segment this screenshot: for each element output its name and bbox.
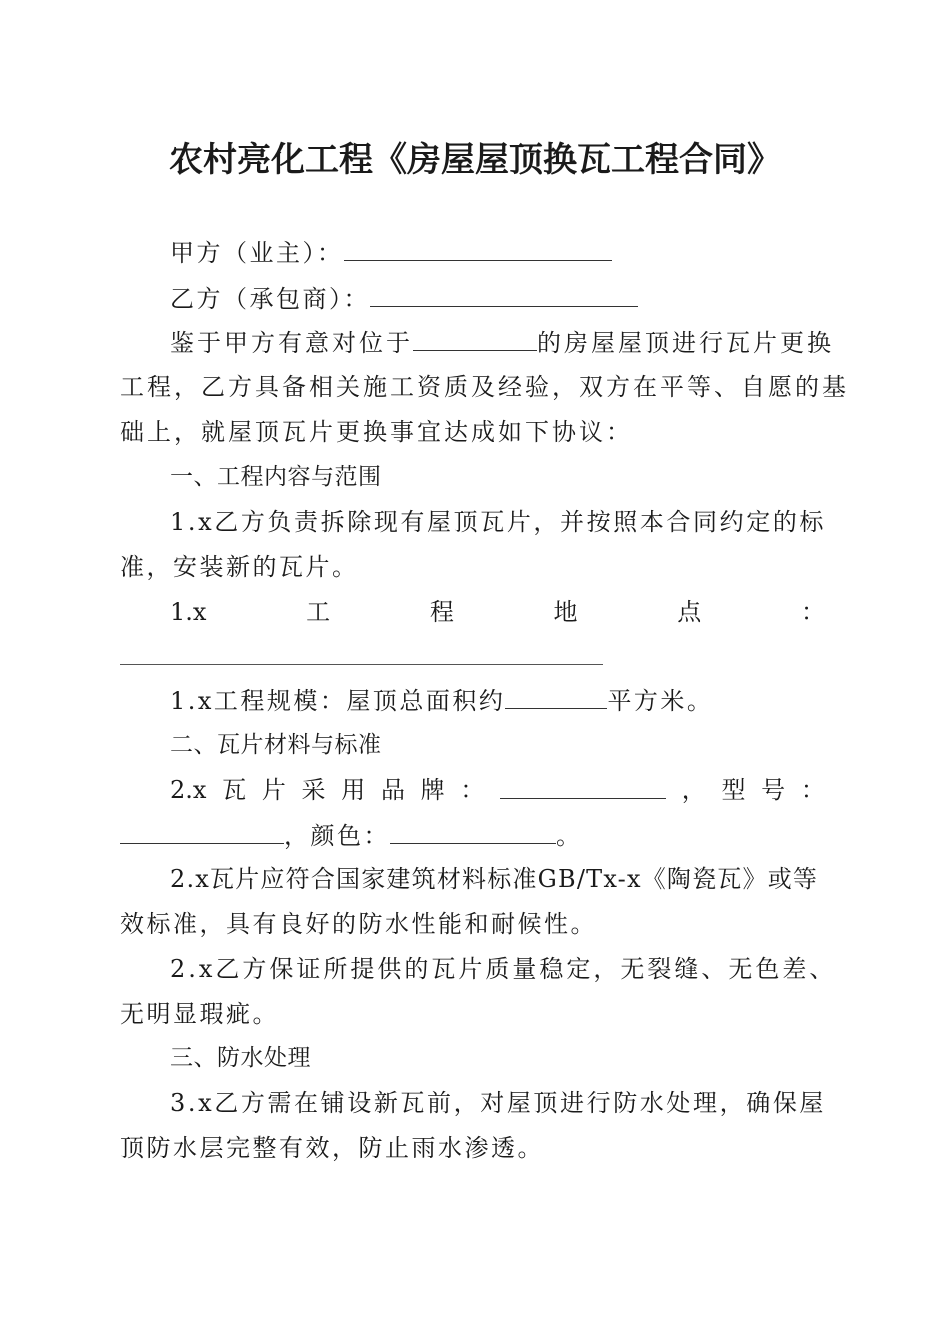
- justified-char: 地: [553, 598, 578, 626]
- period: 。: [556, 822, 583, 850]
- party-a-blank: [344, 234, 612, 261]
- section-2-item-2-line-2: 效标准，具有良好的防水性能和耐候性。: [120, 910, 597, 938]
- brand-blank: [500, 772, 666, 799]
- section-1-item-1-line-2: 准，安装新的瓦片。: [120, 553, 359, 581]
- justified-char: 品: [380, 776, 405, 804]
- section-2-heading: 二、瓦片材料与标准: [170, 732, 382, 758]
- party-a-line: [170, 234, 825, 271]
- preamble-text-a: 鉴于甲方有意对位于: [170, 329, 413, 357]
- section-1-heading: 一、工程内容与范围: [170, 464, 382, 490]
- preamble-text-b: 的房屋屋顶进行瓦片更换: [537, 329, 834, 357]
- justified-char: ：: [460, 776, 485, 804]
- section-2-item-1-line-2: [120, 817, 825, 854]
- section-2-item-1-line-1: [170, 772, 825, 808]
- item-number: 1.x: [170, 598, 207, 626]
- justified-char: 程: [429, 598, 454, 626]
- justified-char: ：: [800, 776, 825, 804]
- section-1-item-3-line: [170, 682, 825, 719]
- party-b-line: [170, 280, 825, 317]
- justified-char: 用: [341, 776, 366, 804]
- location-blank: [413, 324, 537, 351]
- preamble-line-1: [170, 324, 834, 361]
- justified-char: 点: [677, 598, 702, 626]
- area-blank: [505, 682, 607, 709]
- justified-char: 号: [761, 776, 786, 804]
- section-2-item-3-line-1: 2.x乙方保证所提供的瓦片质量稳定，无裂缝、无色差、: [170, 955, 837, 983]
- item-number: 2.x: [170, 776, 207, 804]
- section-2-item-2-line-1: 2.x瓦片应符合国家建筑材料标准GB/Tx-x《陶瓷瓦》或等: [170, 865, 819, 893]
- comma: ，: [681, 776, 706, 804]
- party-b-label: 乙方（承包商）：: [170, 285, 370, 313]
- section-3-heading: 三、防水处理: [170, 1045, 311, 1071]
- color-blank: [390, 817, 556, 844]
- project-site-blank: [120, 664, 603, 665]
- justified-char: 工: [306, 598, 331, 626]
- preamble-line-2: 工程，乙方具备相关施工资质及经验，双方在平等、自愿的基: [120, 373, 849, 401]
- preamble-line-3: 础上，就屋顶瓦片更换事宜达成如下协议：: [120, 418, 633, 446]
- section-2-item-3-line-2: 无明显瑕疵。: [120, 1000, 279, 1028]
- section-1-item-2-line: [170, 594, 825, 630]
- model-blank: [120, 817, 284, 844]
- justified-char: 瓦: [222, 776, 247, 804]
- item-3-text-b: 平方米。: [607, 687, 714, 715]
- party-b-blank: [370, 280, 638, 307]
- color-label: ，颜色：: [284, 822, 390, 850]
- justified-char: 片: [261, 776, 286, 804]
- justified-char: 采: [301, 776, 326, 804]
- justified-char: 型: [721, 776, 746, 804]
- justified-char: ：: [800, 598, 825, 626]
- item-3-text-a: 1.x工程规模：屋顶总面积约: [170, 687, 506, 715]
- document-title: 农村亮化工程《房屋屋顶换瓦工程合同》: [169, 140, 781, 180]
- party-a-label: 甲方（业主）：: [170, 239, 344, 267]
- section-3-item-1-line-1: 3.x乙方需在铺设新瓦前，对屋顶进行防水处理，确保屋: [170, 1089, 827, 1117]
- section-3-item-1-line-2: 顶防水层完整有效，防止雨水渗透。: [120, 1134, 544, 1162]
- justified-char: 牌: [420, 776, 445, 804]
- section-1-item-1-line-1: 1.x乙方负责拆除现有屋顶瓦片，并按照本合同约定的标: [170, 508, 827, 536]
